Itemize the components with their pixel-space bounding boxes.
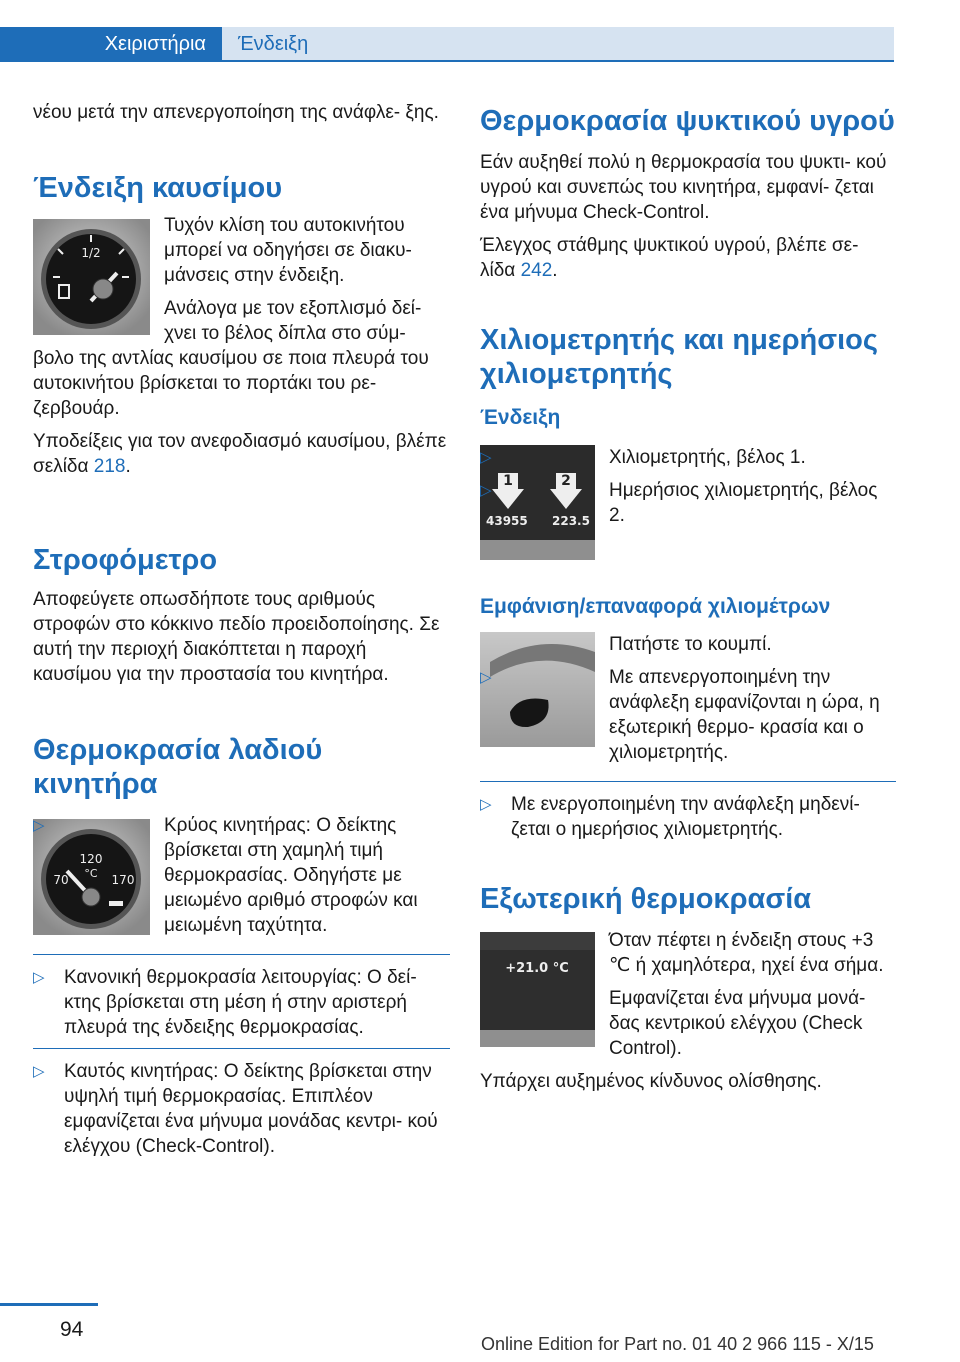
edition-note: Online Edition for Part no. 01 40 2 966 115 - X/15: [481, 1334, 874, 1354]
oil-temp-section: [33, 813, 450, 946]
odometer-list: [480, 445, 896, 528]
list-item: ▷ Κρύος κινητήρας: Ο δείκτης βρίσκεται στη χαμηλή τιμή θερμοκρασίας. Οδηγήστε με μειωμένο αριθμό στροφών και μειωμένη ταχύτητα.: [33, 813, 450, 938]
section-tab-controls[interactable]: [0, 27, 222, 61]
list-item: ▷ Με απενεργοποιημένη την ανάφλεξη εμφανίζονται η ώρα, η εξωτερική θερμο‐ κρασία και ο χιλιομετρητής.: [480, 665, 896, 765]
reset-paragraph: Πατήστε το κουμπί.: [609, 634, 772, 655]
divider: [33, 954, 450, 955]
right-column: [480, 100, 896, 1102]
divider: [33, 1048, 450, 1049]
section-tab-display[interactable]: [222, 27, 894, 61]
page-header: [0, 0, 960, 62]
outside-temp-paragraph-3: Υπάρχει αυξημένος κίνδυνος ολίσθησης.: [480, 1071, 822, 1092]
text: Υποδείξεις για τον ανεφοδιασμό καυσίμου, βλέπε σελίδα: [33, 431, 447, 477]
arrow-1-label: 1: [503, 473, 513, 489]
text: .: [552, 260, 558, 281]
tachometer-heading: Στροφόμετρο: [33, 544, 218, 576]
fuel-paragraph-2: Ανάλογα με τον εξοπλισμό δεί‐ χνει το βέλος δίπλα στο σύμ‐ βολο της αντλίας καυσίμου σε ποια πλευρά του αυτοκινήτου βρίσκεται το πορτάκι του ρε‐ ζερβουάρ.: [33, 298, 429, 419]
text: .: [125, 456, 131, 477]
reset-list-cont: [480, 792, 896, 842]
coolant-heading: Θερμοκρασία ψυκτικού υγρού: [480, 105, 895, 137]
tab-label: Χειριστήρια: [104, 33, 206, 55]
coolant-paragraph-1: Εάν αυξηθεί πολύ η θερμοκρασία του ψυκτι‐ κού υγρού και συνεπώς του κινητήρα, εμφανί‐ ζεται ένα μήνυμα Check-Control.: [480, 152, 887, 223]
fuel-section: [33, 213, 450, 487]
divider: [480, 781, 896, 782]
fuel-gauge-icon: [33, 219, 150, 335]
fuel-paragraph-3: [33, 429, 450, 479]
oil-temp-list-cont: [33, 1059, 450, 1159]
oil-temp-heading: Θερμοκρασία λαδιού κινητήρα: [33, 734, 323, 800]
page-link-218[interactable]: 218: [93, 456, 126, 477]
outside-temp-paragraph-1: Όταν πέφτει η ένδειξη στους +3 ℃ ή χαμηλότερα, ηχεί ένα σήμα.: [609, 930, 884, 976]
header-rule: [0, 60, 894, 62]
list-item: ▷ Κανονική θερμοκρασία λειτουργίας: Ο δεί‐ κτης βρίσκεται στη μέση ή στην αριστερή πλευρά της ένδειξης θερμοκρασίας.: [33, 965, 450, 1040]
list-item: ▷ Ημερήσιος χιλιομετρητής, βέλος 2.: [480, 478, 896, 528]
gauge-max-label: 170: [111, 873, 135, 887]
tab-label: Ένδειξη: [238, 33, 309, 55]
page-number: 94: [60, 1318, 84, 1341]
fuel-gauge-image: [33, 219, 150, 335]
odometer-value: 43955: [486, 514, 528, 528]
list-item: ▷ Καυτός κινητήρας: Ο δείκτης βρίσκεται στην υψηλή τιμή θερμοκρασίας. Επιπλέον εμφανίζεται ένα μήνυμα μονάδας κεντρι‐ κού ελέγχου (Check-Control).: [33, 1059, 450, 1159]
gauge-half-label: 1/2: [81, 246, 101, 260]
text: Έλεγχος στάθμης ψυκτικού υγρού, βλέπε σε‐ λίδα: [480, 235, 859, 281]
gauge-min-label: 70: [53, 873, 69, 887]
arrow-2-label: 2: [561, 473, 571, 489]
fuel-gauge-heading: Ένδειξη καυσίμου: [33, 172, 283, 204]
footer-rule: [0, 1303, 98, 1306]
outside-temp-value: +21.0 °C: [505, 961, 569, 976]
outside-temp-display-image: [480, 932, 595, 1047]
outside-temp-display-icon: [480, 932, 595, 1047]
trip-value: 223.5: [552, 514, 590, 528]
oil-temp-list-cont: [33, 965, 450, 1040]
gauge-mid-label: 120: [79, 852, 103, 866]
outside-temp-heading: Εξωτερική θερμοκρασία: [480, 883, 812, 915]
oil-temp-list: [33, 813, 450, 938]
fuel-paragraph-1: Τυχόν κλίση του αυτοκινήτου μπορεί να οδηγήσει σε διακυ‐ μάνσεις στην ένδειξη.: [164, 215, 412, 286]
list-item: ▷ Με ενεργοποιημένη την ανάφλεξη μηδενί‐ ζεται ο ημερήσιος χιλιομετρητής.: [480, 792, 896, 842]
gauge-unit-label: °C: [84, 867, 98, 880]
left-column: [33, 100, 450, 1167]
reset-heading: Εμφάνιση/επαναφορά χιλιομέτρων: [480, 595, 831, 618]
list-item: ▷ Χιλιομετρητής, βέλος 1.: [480, 445, 896, 470]
reset-section: [480, 632, 896, 773]
outside-temp-section: [480, 928, 896, 1069]
reset-list: [480, 665, 896, 765]
odometer-heading: Χιλιομετρητής και ημερήσιος χιλιομετρητής: [480, 324, 878, 390]
coolant-paragraph-2: [480, 233, 896, 283]
page-link-242[interactable]: 242: [520, 260, 553, 281]
intro-text: νέου μετά την απενεργοποίηση της ανάφλε‐ ξης.: [33, 102, 439, 123]
outside-temp-paragraph-2: Εμφανίζεται ένα μήνυμα μονά‐ δας κεντρικού ελέγχου (Check Control).: [609, 988, 866, 1059]
odometer-section: [480, 445, 896, 566]
odometer-subheading: Ένδειξη: [480, 406, 561, 429]
tachometer-paragraph: Αποφεύγετε οπωσδήποτε τους αριθμούς στροφών στο κόκκινο πεδίο προειδοποίησης. Σε αυτή την περιοχή διακόπτεται η παροχή καυσίμου για την προστασία του κινητήρα.: [33, 589, 440, 685]
